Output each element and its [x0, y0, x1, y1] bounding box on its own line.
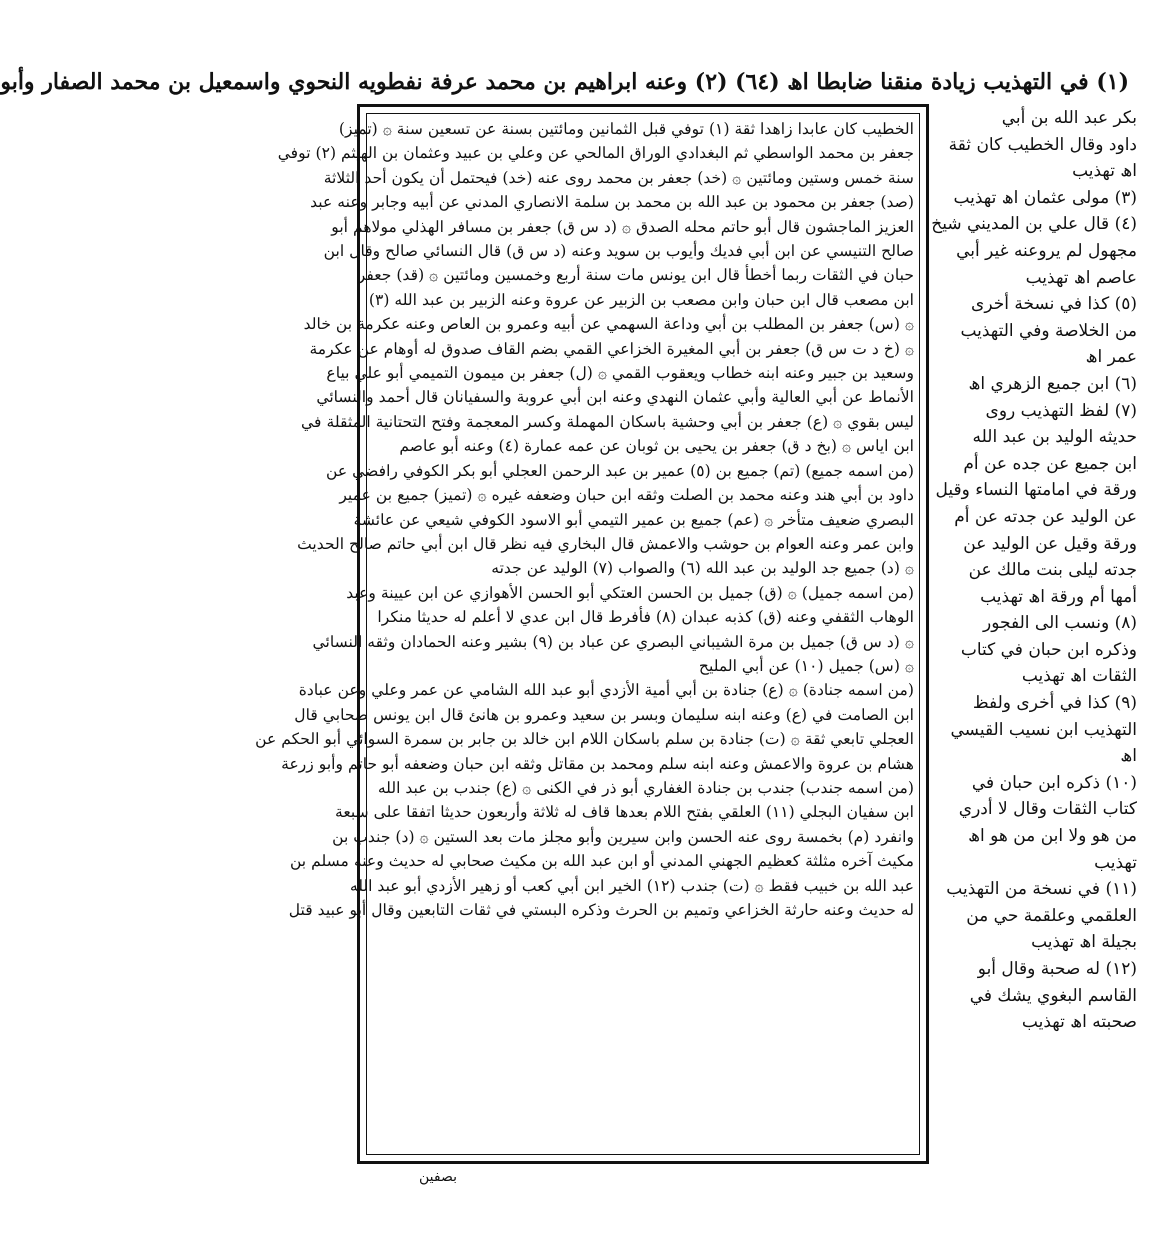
main-text-line: سنة خمس وستين ومائتين ۞ (خد) جعفر بن محمد روى عنه (خد) فيحتمل أن يكون أحد الثلاثة: [323, 168, 914, 187]
footnote-line: ورقة وقيل عن الوليد عن: [963, 533, 1137, 554]
footnote-line: (٧) لفظ التهذيب روى: [985, 400, 1137, 421]
main-text-line: ۞ (س) جميل (١٠) عن أبي المليح: [698, 656, 914, 675]
main-text-line: البصري ضعيف متأخر ۞ (عم) جميع بن عمير التيمي أبو الاسود الكوفي شيعي عن عائشة: [353, 510, 914, 529]
footnote-line: اھ: [1120, 746, 1137, 767]
footnote-line: مجهول لم يروعنه غير أبي: [956, 240, 1137, 261]
footnote-line: (٤) قال علي بن المديني شيخ: [931, 214, 1137, 235]
main-text-line: وانفرد (م) بخمسة روى عنه الحسن وابن سيرين وأبو مجلز مات بعد الستين ۞ (د) جندب بن: [332, 827, 914, 846]
main-text-line: ۞ (د) جميع جد الوليد بن عبد الله (٦) والصواب (٧) الوليد عن جدته: [491, 559, 914, 578]
footnote-line: بجيلة اھ تهذيب: [1031, 932, 1137, 953]
main-text-line: هشام بن عروة والاعمش وعنه ابنه سلم ومحمد بن مقاتل وثقه ابن حبان وضعفه أبو حاتم وأبو زرعة: [281, 754, 914, 773]
main-text-line: وسعيد بن جبير وعنه ابنه خطاب ويعقوب القمي ۞ (ل) جعفر بن ميمون التميمي أبو علي بياع: [326, 364, 914, 383]
margin-footnotes: [932, 105, 1137, 1205]
main-text-line: ابن مصعب قال ابن حبان وابن مصعب بن الزبير عن عروة وعنه الزبير بن عبد الله (٣): [368, 290, 914, 309]
main-text-line: ابن الصامت في (ع) وعنه ابنه سليمان وبسر بن سعيد وعمرو بن هانئ قال ابن يونس صحابي قال: [294, 705, 914, 724]
main-text-line: العجلي تابعي ثقة ۞ (ت) جنادة بن سلم باسكان اللام ابن خالد بن جابر بن سمرة السوائي أبو الحكم عن: [255, 730, 914, 749]
footnote-line: (٣) مولى عثمان اھ تهذيب: [953, 187, 1137, 208]
footnote-line: ابن جميع عن جده عن أم: [963, 453, 1137, 474]
main-text-line: (صد) جعفر بن محمود بن عبد الله بن محمد بن سلمة الانصاري المدني عن أبيه وجابر وعنه عبد: [310, 193, 914, 212]
main-text-body: [255, 117, 914, 1153]
footnote-line: عمر اھ: [1085, 347, 1137, 368]
main-text-line: ۞ (خ د ت س ق) جعفر بن أبي المغيرة الخزاعي القمي بضم القاف صدوق له أوهام عن عكرمة: [309, 339, 914, 358]
main-text-line: ۞ (د س ق) جميل بن مرة الشيباني البصري عن عباد بن (٩) بشير وعنه الحمادان وثقه النسائي: [312, 632, 914, 651]
main-text-line: ۞ (س) جعفر بن المطلب بن أبي وداعة السهمي عن أبيه وعمرو بن العاص وعنه عكرمة بن خالد: [303, 315, 914, 334]
main-text-line: (من اسمه جميل) ۞ (ق) جميل بن الحسن العتكي أبو الحسن الأهوازي عن ابن عيينة وعبد: [346, 583, 914, 602]
page-header-line: (١) في التهذيب زيادة منقنا ضابطا اھ (٦٤) (٢) وعنه ابراهيم بن محمد عرفة نفطويه النحوي واسمعيل بن محمد الصفار وأبو: [0, 69, 1129, 95]
footnote-line: العلقمي وعلقمة حي من: [966, 905, 1137, 926]
footnote-line: القاسم البغوي يشك في: [969, 985, 1137, 1006]
footnote-line: (٩) كذا في أخرى ولفظ: [972, 693, 1137, 714]
main-text-line: (من اسمه جندب) جندب بن جنادة الغفاري أبو ذر في الكنى ۞ (ع) جندب بن عبد الله: [377, 778, 914, 797]
main-text-line: ابن سفيان البجلي (١١) العلقي بفتح اللام بعدها قاف له ثلاثة وأربعون حديثا اتفقا على سبعة: [335, 803, 914, 822]
catchword: بصفين: [419, 1169, 458, 1185]
main-text-line: عبد الله بن خبيب فقط ۞ (ت) جندب (١٢) الخير ابن أبي كعب أو زهير الأزدي أبو عبد الله: [349, 876, 914, 895]
main-text-line: داود بن أبي هند وعنه محمد بن الصلت وثقه ابن حبان وضعفه غيره ۞ (تميز) جميع بن عمير: [339, 486, 914, 505]
footnote-line: تهذيب: [1094, 852, 1137, 873]
footnote-line: وذكره ابن حبان في كتاب: [960, 639, 1137, 660]
footnote-line: (٥) كذا في نسخة أخرى: [971, 294, 1137, 315]
footnote-line: (١١) في نسخة من التهذيب: [946, 879, 1137, 900]
main-text-line: له حديث وعنه حارثة الخزاعي وتميم بن الحرث وذكره البستي في ثقات التابعين وقال أبو عبيد قتل: [288, 901, 914, 919]
main-text-line: الخطيب كان عابدا زاهدا ثقة (١) توفي قبل الثمانين ومائتين بسنة عن تسعين سنة ۞ (تميز): [338, 120, 914, 138]
main-text-line: (من اسمه جنادة) ۞ (ع) جنادة بن أبي أمية الأزدي أبو عبد الله الشامي عن عمر وعلي وعن عبادة: [298, 681, 914, 700]
footnote-line: ورقة في امامتها النساء وقيل: [935, 480, 1137, 501]
main-text-frame: [255, 104, 929, 1164]
main-text-line: الوهاب الثقفي وعنه (ق) كذبه عبدان (٨) فأفرط قال ابن عدي لا أعلم له حديثا منكرا: [377, 608, 914, 627]
main-text-line: وابن عمر وعنه العوام بن حوشب والاعمش قال البخاري فيه نظر قال ابن أبي حاتم صالح الحديث: [297, 534, 914, 553]
footnote-line: عاصم اھ تهذيب: [1025, 267, 1137, 288]
footnote-line: التهذيب ابن نسيب القيسي: [950, 719, 1137, 740]
main-text-line: حبان في الثقات ربما أخطأ قال ابن يونس مات سنة أربع وخمسين ومائتين ۞ (قد) جعفر: [357, 266, 914, 285]
footnote-line: أمها أم ورقة اھ تهذيب: [980, 586, 1137, 607]
footnote-line: بكر عبد الله بن أبي: [1001, 108, 1137, 128]
main-text-line: (من اسمه جميع) (تم) جميع بن (٥) عمير بن عبد الرحمن العجلي أبو بكر الكوفي رافضي عن: [325, 461, 914, 480]
main-text-line: العزيز الماجشون قال أبو حاتم محله الصدق ۞ (د س ق) جعفر بن مسافر الهذلي مولاهم أبو: [331, 217, 914, 236]
main-text-line: ابن اياس ۞ (بخ د ق) جعفر بن يحيى بن ثوبان عن عمه عمارة (٤) وعنه أبو عاصم: [399, 437, 914, 456]
footnote-line: (١٢) له صحبة وقال أبو: [977, 959, 1137, 979]
footnote-line: من هو ولا ابن من هو اھ: [968, 826, 1137, 847]
footnote-line: (٦) ابن جميع الزهري اھ: [968, 373, 1137, 394]
footnote-line: عن الوليد عن جدته عن أم: [954, 506, 1137, 527]
footnote-line: الثقات اھ تهذيب: [1021, 666, 1137, 687]
footnote-line: اھ تهذيب: [1072, 161, 1137, 182]
main-text-line: ليس بقوي ۞ (ع) جعفر بن أبي وحشية باسكان المهملة وكسر المعجمة وفتح التحتانية المثقلة في: [301, 412, 914, 431]
main-text-line: صالح التنيسي عن ابن أبي فديك وأيوب بن سويد وعنه (د س ق) قال النسائي صالح وقال ابن: [323, 242, 914, 261]
main-text-line: جعفر بن محمد الواسطي ثم البغدادي الوراق المالحي عن وعلي بن عبيد وعثمان بن الهيثم (٢) توفي: [277, 144, 914, 163]
footnote-line: صحبته اھ تهذيب: [1021, 1012, 1137, 1033]
footnote-line: جدته ليلى بنت مالك عن: [968, 560, 1137, 581]
footnote-line: (١٠) ذكره ابن حبان في: [971, 772, 1137, 793]
main-text-line: الأنماط عن أبي العالية وأبي عثمان النهدي وعنه ابن أبي عروبة والسفيانان قال أحمد والنسائي: [316, 388, 914, 407]
footnote-line: كتاب الثقات وقال لا أدري: [958, 799, 1137, 820]
footnote-line: داود وقال الخطيب كان ثقة: [948, 134, 1137, 155]
main-text-line: مكيث آخره مثلثة كعظيم الجهني المدني أو ابن عبد الله بن مكيث صحابي له حديث وعنه مسلم بن: [289, 852, 914, 871]
footnote-line: من الخلاصة وفي التهذيب: [960, 320, 1137, 341]
footnote-line: حديثه الوليد بن عبد الله: [972, 427, 1137, 448]
footnote-line: (٨) ونسب الى الفجور: [983, 613, 1137, 634]
